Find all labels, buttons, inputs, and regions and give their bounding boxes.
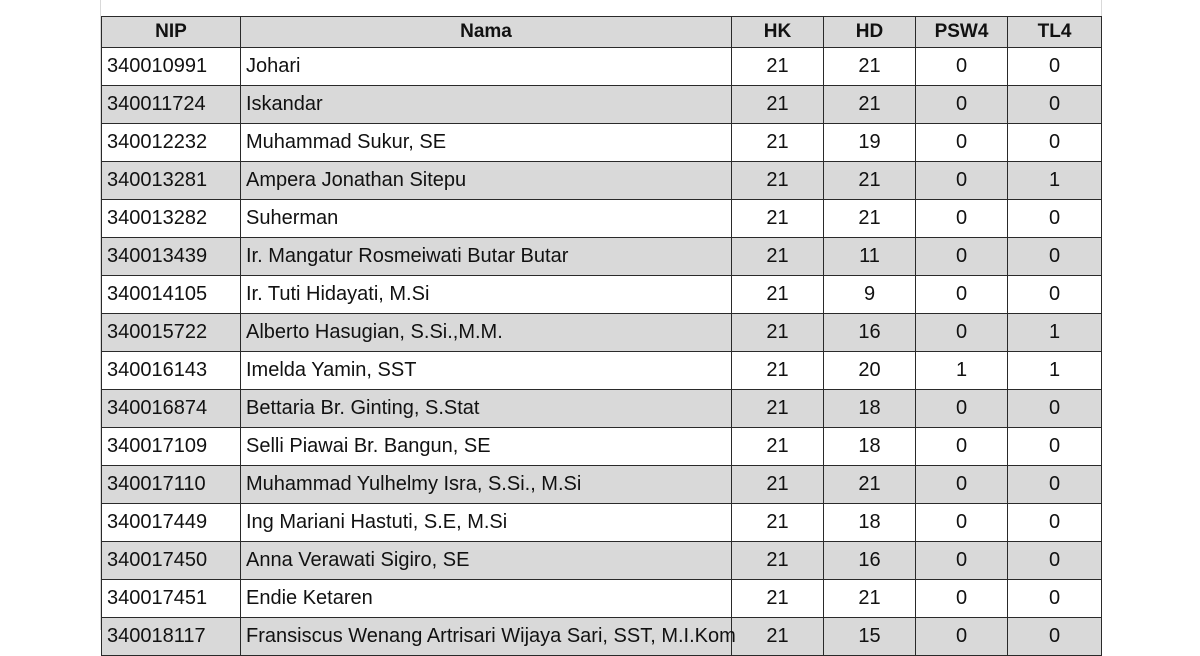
cell-nip: 340017109 (102, 428, 241, 466)
cell-nama: Bettaria Br. Ginting, S.Stat (241, 390, 732, 428)
cell-nip: 340015722 (102, 314, 241, 352)
table-row (102, 352, 1102, 390)
cell-hd: 9 (824, 276, 916, 314)
cell-psw4: 0 (916, 580, 1008, 618)
cell-tl4: 1 (1008, 314, 1102, 352)
cell-hk: 21 (732, 428, 824, 466)
cell-hd: 18 (824, 390, 916, 428)
header-row (102, 17, 1102, 48)
cell-nip: 340016874 (102, 390, 241, 428)
cell-psw4: 0 (916, 428, 1008, 466)
cell-psw4: 0 (916, 86, 1008, 124)
table-row (102, 542, 1102, 580)
cell-nama: Ir. Tuti Hidayati, M.Si (241, 276, 732, 314)
cell-tl4: 0 (1008, 390, 1102, 428)
table-row (102, 162, 1102, 200)
cell-hk: 21 (732, 542, 824, 580)
cell-psw4: 0 (916, 200, 1008, 238)
cell-hk: 21 (732, 618, 824, 656)
cell-nama: Johari (241, 48, 732, 86)
cell-tl4: 1 (1008, 352, 1102, 390)
attendance-table (101, 16, 1102, 656)
cell-hd: 19 (824, 124, 916, 162)
cell-nama: Ing Mariani Hastuti, S.E, M.Si (241, 504, 732, 542)
cell-nama: Alberto Hasugian, S.Si.,M.M. (241, 314, 732, 352)
cell-psw4: 1 (916, 352, 1008, 390)
cell-psw4: 0 (916, 276, 1008, 314)
cell-psw4: 0 (916, 314, 1008, 352)
cell-hk: 21 (732, 466, 824, 504)
cell-hk: 21 (732, 238, 824, 276)
cell-tl4: 0 (1008, 466, 1102, 504)
cell-hk: 21 (732, 124, 824, 162)
table-row (102, 618, 1102, 656)
cell-tl4: 0 (1008, 504, 1102, 542)
cell-hk: 21 (732, 504, 824, 542)
cell-nama: Endie Ketaren (241, 580, 732, 618)
cell-hd: 21 (824, 86, 916, 124)
cell-nama: Iskandar (241, 86, 732, 124)
cell-hk: 21 (732, 48, 824, 86)
cell-nip: 340013439 (102, 238, 241, 276)
cell-nip: 340017110 (102, 466, 241, 504)
spreadsheet-page (100, 0, 1102, 647)
table-row (102, 124, 1102, 162)
cell-psw4: 0 (916, 466, 1008, 504)
cell-psw4: 0 (916, 162, 1008, 200)
table-row (102, 504, 1102, 542)
cell-hk: 21 (732, 390, 824, 428)
cell-tl4: 0 (1008, 428, 1102, 466)
table-row (102, 580, 1102, 618)
cell-nama: Muhammad Yulhelmy Isra, S.Si., M.Si (241, 466, 732, 504)
cell-hd: 18 (824, 428, 916, 466)
cell-nip: 340017450 (102, 542, 241, 580)
cell-hk: 21 (732, 200, 824, 238)
cell-nip: 340010991 (102, 48, 241, 86)
cell-hd: 16 (824, 314, 916, 352)
cell-nip: 340013282 (102, 200, 241, 238)
cell-psw4: 0 (916, 504, 1008, 542)
cell-hk: 21 (732, 162, 824, 200)
column-header-nip: NIP (102, 17, 241, 48)
cell-nip: 340014105 (102, 276, 241, 314)
cell-nip: 340013281 (102, 162, 241, 200)
cell-nama: Imelda Yamin, SST (241, 352, 732, 390)
cell-tl4: 0 (1008, 200, 1102, 238)
cell-tl4: 0 (1008, 542, 1102, 580)
cell-hd: 11 (824, 238, 916, 276)
column-header-hd: HD (824, 17, 916, 48)
cell-psw4: 0 (916, 618, 1008, 656)
column-header-nama: Nama (241, 17, 732, 48)
table-row (102, 48, 1102, 86)
cell-hk: 21 (732, 86, 824, 124)
cell-hd: 21 (824, 466, 916, 504)
cell-hd: 20 (824, 352, 916, 390)
cell-nama: Muhammad Sukur, SE (241, 124, 732, 162)
cell-nip: 340011724 (102, 86, 241, 124)
cell-psw4: 0 (916, 48, 1008, 86)
cell-nama: Ampera Jonathan Sitepu (241, 162, 732, 200)
column-header-tl4: TL4 (1008, 17, 1102, 48)
cell-nip: 340017451 (102, 580, 241, 618)
cell-hd: 18 (824, 504, 916, 542)
column-header-psw4: PSW4 (916, 17, 1008, 48)
cell-psw4: 0 (916, 390, 1008, 428)
cell-hk: 21 (732, 314, 824, 352)
cell-tl4: 0 (1008, 124, 1102, 162)
cell-nip: 340012232 (102, 124, 241, 162)
cell-tl4: 0 (1008, 276, 1102, 314)
cell-tl4: 0 (1008, 238, 1102, 276)
cell-nip: 340017449 (102, 504, 241, 542)
cell-psw4: 0 (916, 542, 1008, 580)
cell-hk: 21 (732, 352, 824, 390)
cell-nip: 340018117 (102, 618, 241, 656)
cell-psw4: 0 (916, 124, 1008, 162)
cell-nama: Ir. Mangatur Rosmeiwati Butar Butar (241, 238, 732, 276)
cell-tl4: 0 (1008, 48, 1102, 86)
table-body (102, 48, 1102, 656)
column-header-hk: HK (732, 17, 824, 48)
table-row (102, 276, 1102, 314)
cell-nama: Selli Piawai Br. Bangun, SE (241, 428, 732, 466)
cell-hd: 21 (824, 580, 916, 618)
cell-hd: 21 (824, 162, 916, 200)
table-row (102, 466, 1102, 504)
cell-nama: Fransiscus Wenang Artrisari Wijaya Sari, SST, M.I.Kom (241, 618, 732, 656)
cell-hk: 21 (732, 276, 824, 314)
table-row (102, 390, 1102, 428)
cell-nama: Anna Verawati Sigiro, SE (241, 542, 732, 580)
cell-tl4: 0 (1008, 580, 1102, 618)
cell-hd: 21 (824, 48, 916, 86)
table-row (102, 428, 1102, 466)
cell-psw4: 0 (916, 238, 1008, 276)
cell-hd: 16 (824, 542, 916, 580)
cell-tl4: 1 (1008, 162, 1102, 200)
cell-nama: Suherman (241, 200, 732, 238)
cell-tl4: 0 (1008, 86, 1102, 124)
table-row (102, 238, 1102, 276)
cell-tl4: 0 (1008, 618, 1102, 656)
cell-hk: 21 (732, 580, 824, 618)
cell-nip: 340016143 (102, 352, 241, 390)
table-row (102, 314, 1102, 352)
cell-hd: 21 (824, 200, 916, 238)
table-row (102, 86, 1102, 124)
cell-hd: 15 (824, 618, 916, 656)
table-row (102, 200, 1102, 238)
